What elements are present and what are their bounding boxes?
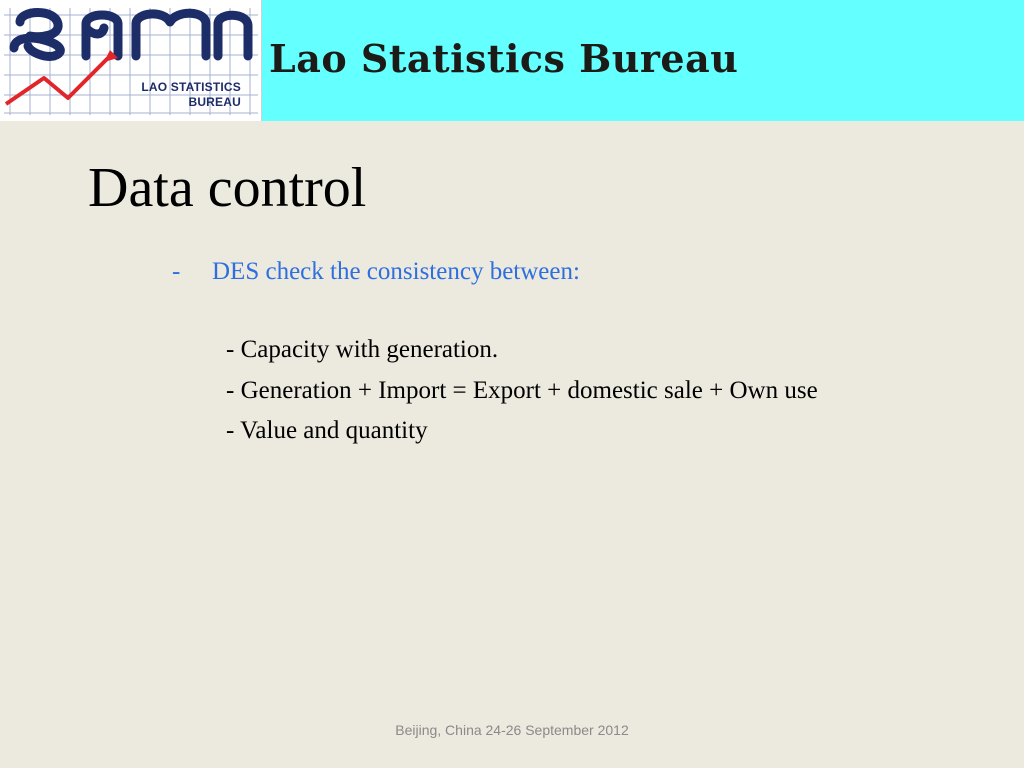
logo-text-line2: BUREAU [188,95,241,109]
banner-title: Lao Statistics Bureau [269,36,739,81]
sub-item: - Value and quantity [226,417,428,444]
logo-text-line1: LAO STATISTICS [141,80,241,94]
logo-text [141,80,241,110]
sub-item: - Generation + Import = Export + domestic sale + Own use [226,376,818,404]
header-banner [0,0,1024,121]
lao-statistics-bureau-logo [0,0,262,121]
sub-item: - Capacity with generation. [226,336,499,363]
bullet-text: DES check the consistency between: [212,258,580,285]
sub-item-list [226,332,818,454]
slide-footer: Beijing, China 24-26 September 2012 [395,722,629,738]
bullet-item [172,258,580,286]
slide-title: Data control [88,157,367,219]
bullet-dash: - [172,258,181,285]
